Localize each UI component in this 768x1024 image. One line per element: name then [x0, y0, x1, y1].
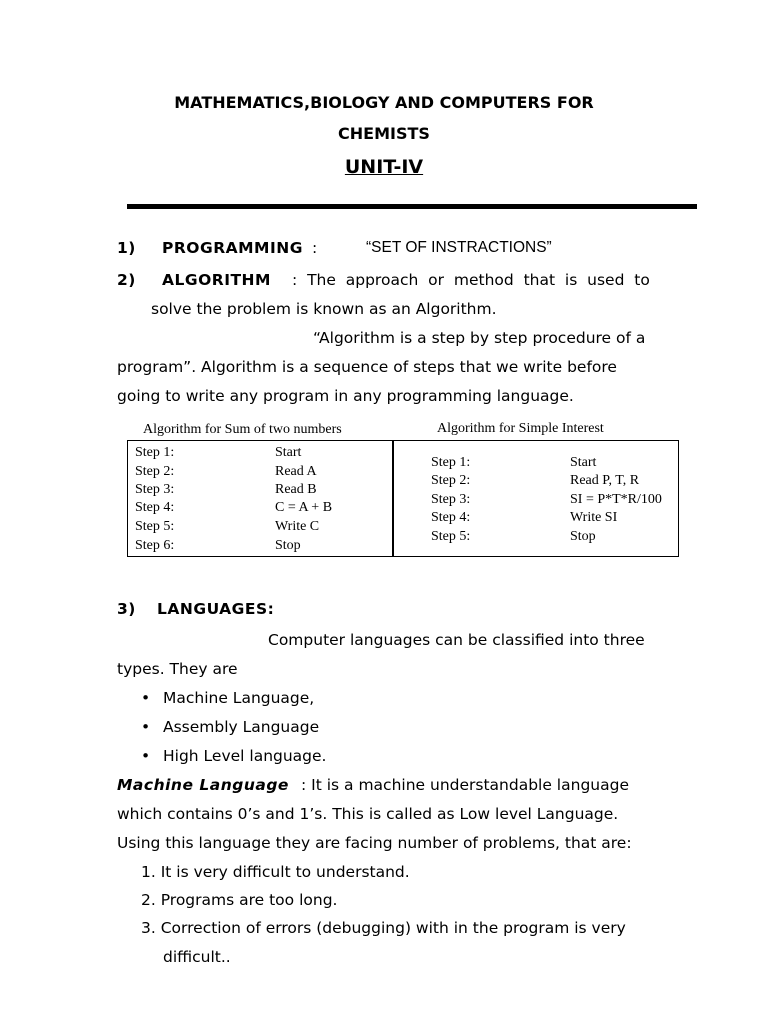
left-step-label: Step 1: [135, 445, 175, 460]
bullet-icon: • [141, 689, 151, 707]
left-step-label: Step 5: [135, 519, 175, 534]
problem-item: 1. It is very difficult to understand. [141, 863, 410, 881]
machine-language-heading: Machine Language [117, 776, 289, 794]
table-left-title: Algorithm for Sum of two numbers [143, 422, 342, 437]
section-3-heading: LANGUAGES: [157, 600, 275, 618]
bullet-item: High Level language. [163, 747, 327, 765]
section-1-heading: PROGRAMMING [162, 239, 303, 257]
unit-heading: UNIT-IV [344, 156, 424, 178]
left-step-label: Step 4: [135, 500, 175, 515]
table-right-title: Algorithm for Simple Interest [437, 421, 604, 436]
right-step-label: Step 5: [431, 529, 471, 544]
machine-language-line2: which contains 0’s and 1’s. This is called as Low level Language. [117, 805, 619, 823]
header-rule [127, 204, 697, 209]
right-step-action: Read P, T, R [570, 473, 640, 488]
doc-title-line1: MATHEMATICS,BIOLOGY AND COMPUTERS FOR [174, 93, 594, 112]
section-2-text-line5: going to write any program in any programming language. [117, 387, 574, 405]
section-2-number: 2) [117, 271, 136, 289]
bullet-item: Machine Language, [163, 689, 315, 707]
section-2-text-line3: “Algorithm is a step by step procedure of a [313, 329, 646, 347]
left-step-action: Stop [275, 538, 301, 553]
section-3-intro-line2: types. They are [117, 660, 238, 678]
bullet-icon: • [141, 747, 151, 765]
problem-item: 2. Programs are too long. [141, 891, 338, 909]
right-step-label: Step 1: [431, 455, 471, 470]
section-2-heading: ALGORITHM [162, 271, 271, 289]
left-step-label: Step 6: [135, 538, 175, 553]
doc-title-line2: CHEMISTS [338, 124, 430, 143]
right-step-action: SI = P*T*R/100 [570, 492, 662, 507]
right-step-label: Step 3: [431, 492, 471, 507]
left-step-label: Step 3: [135, 482, 175, 497]
right-step-label: Step 4: [431, 510, 471, 525]
problem-item: 3. Correction of errors (debugging) with in the program is very [141, 919, 626, 937]
section-1-colon: : [312, 239, 318, 257]
table-divider [392, 441, 394, 556]
bullet-item: Assembly Language [163, 718, 320, 736]
machine-language-line1: : It is a machine understandable language [301, 776, 629, 794]
section-2-text-line2: solve the problem is known as an Algorithm. [151, 300, 497, 318]
left-step-action: Write C [275, 519, 320, 534]
left-step-action: Start [275, 445, 302, 460]
left-step-action: Read A [275, 464, 317, 479]
section-3-number: 3) [117, 600, 136, 618]
problem-item-continuation: difficult.. [163, 948, 231, 966]
section-2-text-line1: : The approach or method that is used to [292, 271, 650, 289]
right-step-action: Start [570, 455, 597, 470]
right-step-action: Write SI [570, 510, 618, 525]
section-3-intro-line1: Computer languages can be classified into three [268, 631, 645, 649]
bullet-icon: • [141, 718, 151, 736]
left-step-action: C = A + B [275, 500, 333, 515]
machine-language-line3: Using this language they are facing number of problems, that are: [117, 834, 632, 852]
left-step-label: Step 2: [135, 464, 175, 479]
section-1-quote: “SET OF INSTRACTIONS” [366, 239, 552, 256]
section-2-text-line4: program”. Algorithm is a sequence of steps that we write before [117, 358, 617, 376]
right-step-label: Step 2: [431, 473, 471, 488]
left-step-action: Read B [275, 482, 317, 497]
section-1-number: 1) [117, 239, 136, 257]
right-step-action: Stop [570, 529, 596, 544]
